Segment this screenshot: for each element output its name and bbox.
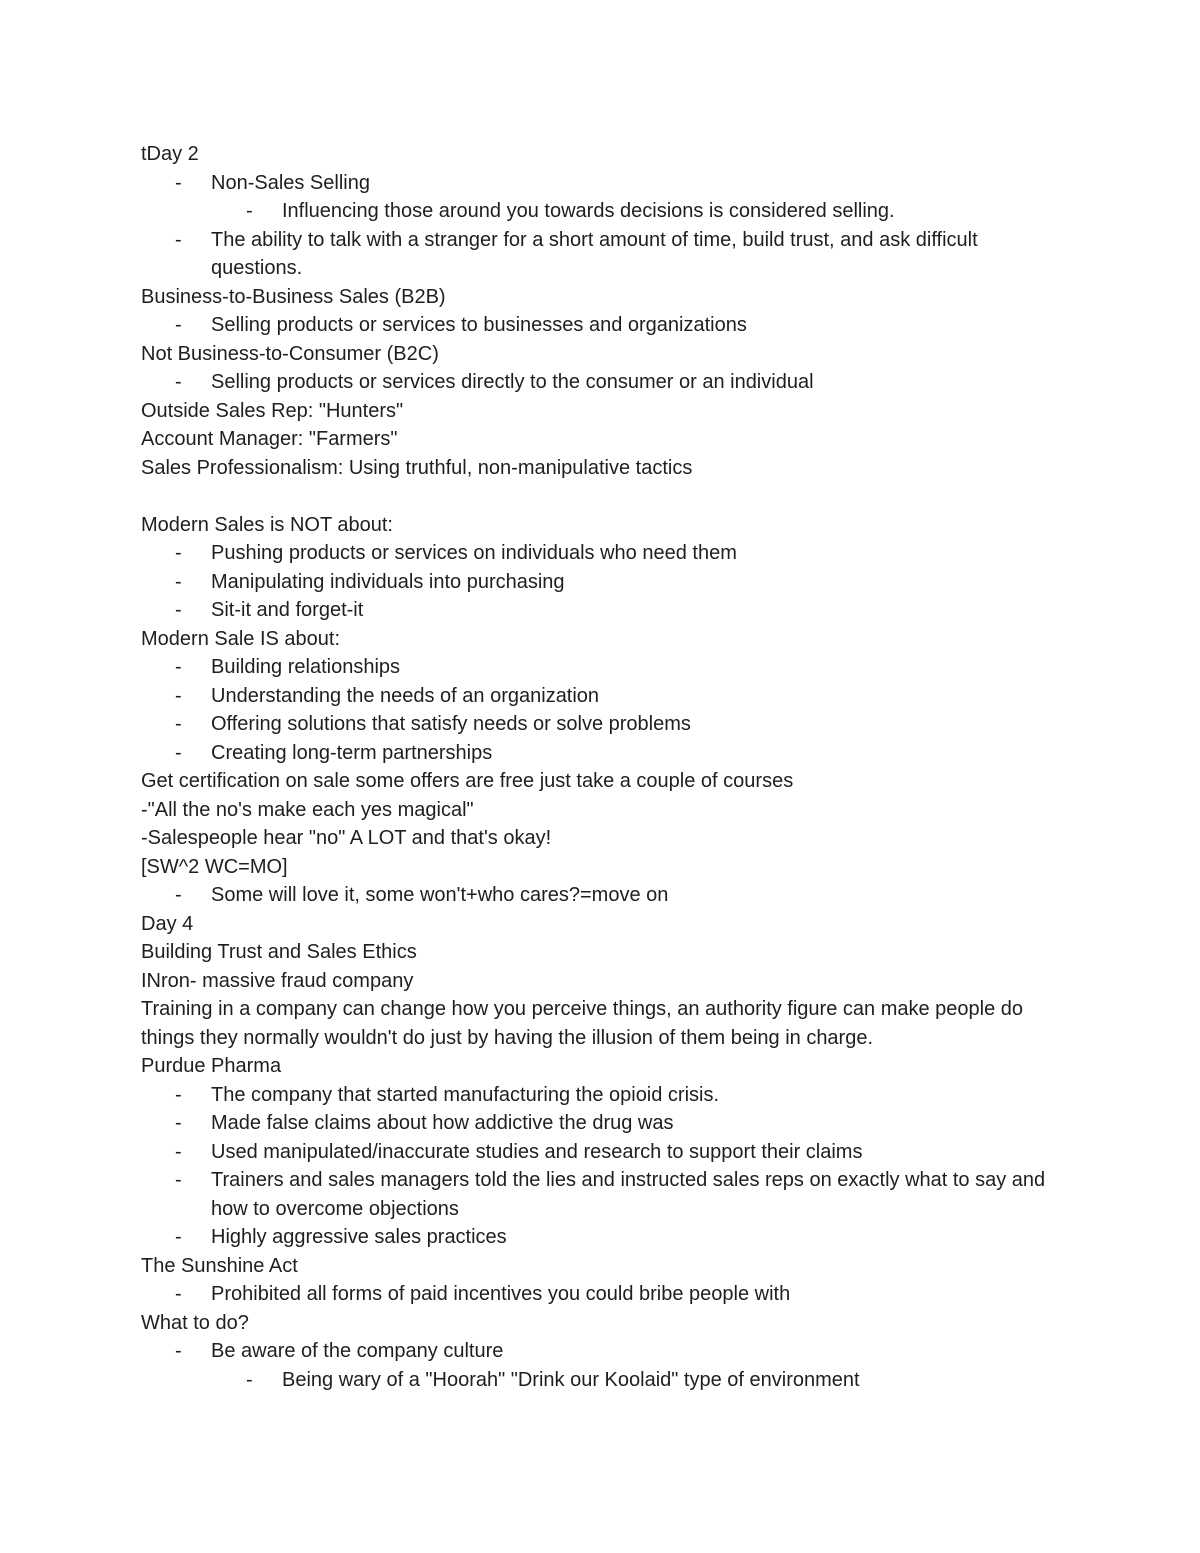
bullet-dash: -	[175, 656, 182, 678]
bullet-dash: -	[175, 713, 182, 735]
line-text: INron- massive fraud company	[141, 969, 414, 992]
bullet-dash: -	[175, 314, 182, 336]
line-text: Building relationships	[211, 656, 401, 678]
bullet-item	[141, 1081, 1061, 1110]
bullet-item	[141, 682, 1061, 711]
line-text: Sales Professionalism: Using truthful, non-manipulative tactics	[141, 456, 693, 479]
line-text: Be aware of the company culture	[211, 1340, 504, 1362]
line-text: Selling products or services directly to the consumer or an individual	[211, 371, 814, 393]
line-text: Purdue Pharma	[141, 1055, 282, 1077]
bullet-item	[141, 169, 1061, 198]
line-text: -"All the no's make each yes magical"	[141, 798, 474, 821]
line-text: Understanding the needs of an organization	[211, 684, 600, 707]
bullet-item	[141, 739, 1061, 768]
line-text: Used manipulated/inaccurate studies and research to support their claims	[211, 1140, 863, 1163]
bullet-item	[141, 368, 1061, 397]
bullet-item	[141, 1337, 1061, 1366]
bullet-dash: -	[175, 1283, 182, 1305]
line-text: Training in a company can change how you perceive things, an authority figure can make people do things they normally wouldn't do just by having the illusion of them being in charge.	[141, 998, 1024, 1049]
text-line	[141, 283, 1061, 312]
bullet-item	[141, 1366, 1061, 1395]
blank-line	[141, 482, 1061, 511]
line-text: What to do?	[141, 1311, 249, 1334]
bullet-dash: -	[175, 884, 182, 906]
bullet-item	[141, 1138, 1061, 1167]
line-text: Day 4	[141, 912, 194, 935]
line-text: Sit-it and forget-it	[211, 599, 364, 621]
line-text: tDay 2	[141, 143, 199, 165]
bullet-dash: -	[246, 200, 253, 222]
bullet-dash: -	[175, 171, 182, 194]
line-text: The company that started manufacturing the opioid crisis.	[211, 1083, 720, 1106]
text-line	[141, 910, 1061, 939]
bullet-dash: -	[175, 741, 182, 764]
text-line	[141, 397, 1061, 426]
line-text: Account Manager: "Farmers"	[141, 428, 398, 450]
bullet-dash: -	[175, 1083, 182, 1106]
bullet-dash: -	[175, 542, 182, 564]
bullet-dash: -	[175, 684, 182, 707]
text-line	[141, 1309, 1061, 1338]
line-text: Some will love it, some won't+who cares?=move on	[211, 884, 669, 906]
bullet-dash: -	[175, 599, 182, 621]
line-text: Trainers and sales managers told the lies and instructed sales reps on exactly what to say and how to overcome objections	[211, 1169, 1046, 1220]
line-text: Not Business-to-Consumer (B2C)	[141, 342, 439, 365]
bullet-item	[141, 1223, 1061, 1252]
bullet-dash: -	[175, 1140, 182, 1163]
bullet-item	[141, 226, 1061, 283]
line-text: Selling products or services to businesses and organizations	[211, 314, 747, 336]
bullet-dash: -	[175, 570, 182, 593]
text-line	[141, 1252, 1061, 1281]
line-text: Modern Sales is NOT about:	[141, 513, 393, 536]
line-text: Highly aggressive sales practices	[211, 1226, 507, 1248]
line-text: The ability to talk with a stranger for a short amount of time, build trust, and ask difficult questions.	[211, 228, 978, 279]
text-line	[141, 796, 1061, 825]
text-line	[141, 824, 1061, 853]
bullet-dash: -	[175, 1112, 182, 1134]
line-text: Non-Sales Selling	[211, 171, 370, 194]
text-line	[141, 140, 1061, 169]
line-text: Offering solutions that satisfy needs or solve problems	[211, 713, 691, 735]
bullet-dash: -	[175, 1340, 182, 1362]
text-line	[141, 340, 1061, 369]
bullet-item	[141, 539, 1061, 568]
line-text: The Sunshine Act	[141, 1254, 298, 1277]
bullet-item	[141, 568, 1061, 597]
line-text: Modern Sale IS about:	[141, 627, 341, 650]
bullet-item	[141, 311, 1061, 340]
bullet-item	[141, 596, 1061, 625]
text-line	[141, 625, 1061, 654]
line-text: [SW^2 WC=MO]	[141, 855, 288, 878]
bullet-dash: -	[175, 1226, 182, 1248]
text-line	[141, 767, 1061, 796]
text-line	[141, 511, 1061, 540]
bullet-dash: -	[246, 1368, 253, 1391]
line-text: Being wary of a "Hoorah" "Drink our Koolaid" type of environment	[282, 1368, 860, 1391]
line-text: Get certification on sale some offers are free just take a couple of courses	[141, 770, 794, 792]
bullet-item	[141, 653, 1061, 682]
line-text: Made false claims about how addictive the drug was	[211, 1112, 674, 1134]
bullet-dash: -	[175, 371, 182, 393]
text-line	[141, 853, 1061, 882]
bullet-item	[141, 1109, 1061, 1138]
line-text: Outside Sales Rep: "Hunters"	[141, 399, 404, 422]
bullet-item	[141, 710, 1061, 739]
line-text: Prohibited all forms of paid incentives you could bribe people with	[211, 1283, 791, 1305]
document-body	[141, 140, 1061, 1394]
bullet-item	[141, 197, 1061, 226]
line-text: Creating long-term partnerships	[211, 741, 493, 764]
text-line	[141, 967, 1061, 996]
text-line	[141, 995, 1061, 1052]
line-text: -Salespeople hear "no" A LOT and that's okay!	[141, 827, 552, 849]
bullet-dash: -	[175, 1169, 182, 1191]
text-line	[141, 938, 1061, 967]
text-line	[141, 425, 1061, 454]
line-text: Pushing products or services on individuals who need them	[211, 542, 737, 564]
bullet-item	[141, 1166, 1061, 1223]
line-text: Building Trust and Sales Ethics	[141, 941, 417, 963]
text-line	[141, 1052, 1061, 1081]
bullet-dash: -	[175, 228, 182, 251]
line-text: Manipulating individuals into purchasing	[211, 570, 565, 593]
bullet-item	[141, 881, 1061, 910]
line-text: Business-to-Business Sales (B2B)	[141, 285, 446, 308]
line-text: Influencing those around you towards decisions is considered selling.	[282, 200, 895, 222]
text-line	[141, 454, 1061, 483]
bullet-item	[141, 1280, 1061, 1309]
